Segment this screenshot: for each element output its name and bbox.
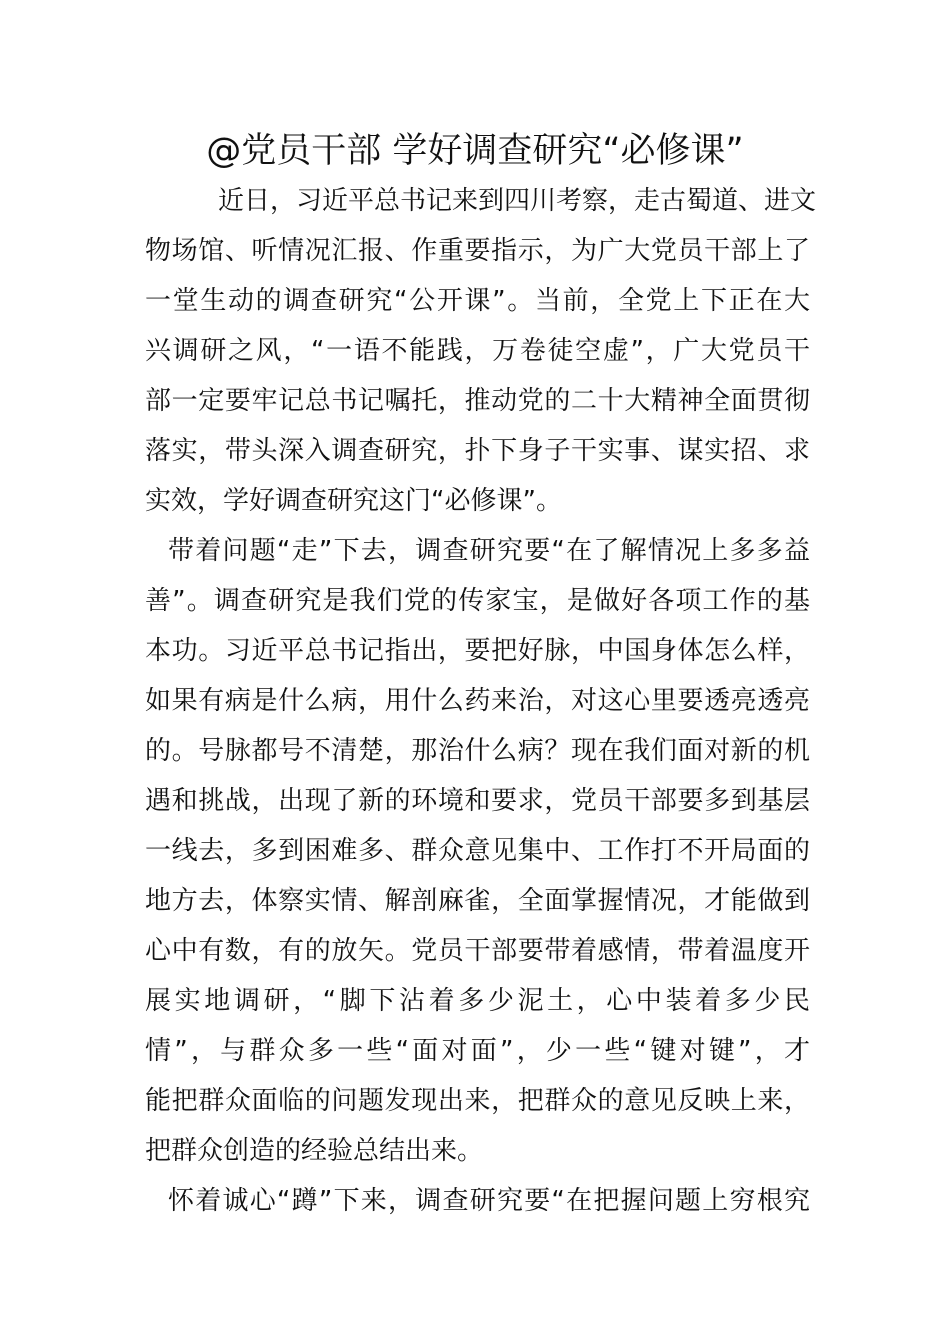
paragraph-1-line-1: 近日，习近平总书记来到四川考察，走古蜀道、进文 [218,186,817,216]
paragraph-1-line-7: 实效，学好调查研究这门“必修课”。 [145,486,562,516]
paragraph-2-line-13: 把群众创造的经验总结出来。 [145,1136,484,1166]
paragraph-1-line-3: 一堂生动的调查研究“公开课”。当前，全党上下正在大 [145,286,810,316]
paragraph-1-line-5: 部一定要牢记总书记嘱托，推动党的二十大精神全面贯彻 [145,386,810,416]
paragraph-2-line-1: 带着问题“走”下去，调查研究要“在了解情况上多多益 [168,536,810,566]
paragraph-2-line-11: 情”，与群众多一些“面对面”，少一些“键对键”，才 [145,1036,810,1066]
paragraph-1-line-2: 物场馆、听情况汇报、作重要指示，为广大党员干部上了 [145,236,810,266]
paragraph-2-line-6: 遇和挑战，出现了新的环境和要求，党员干部要多到基层 [145,786,810,816]
document-title: @党员干部 学好调查研究“必修课” [206,131,744,171]
paragraph-2-line-10: 展实地调研，“脚下沾着多少泥土，心中装着多少民 [145,986,810,1016]
paragraph-2-line-3: 本功。习近平总书记指出，要把好脉，中国身体怎么样， [145,636,810,666]
paragraph-2-line-7: 一线去，多到困难多、群众意见集中、工作打不开局面的 [145,836,810,866]
paragraph-2-line-9: 心中有数，有的放矢。党员干部要带着感情，带着温度开 [145,936,810,966]
paragraph-2-line-8: 地方去，体察实情、解剖麻雀，全面掌握情况，才能做到 [145,886,810,916]
paragraph-2-line-4: 如果有病是什么病，用什么药来治，对这心里要透亮透亮 [145,686,810,716]
paragraph-2-line-5: 的。号脉都号不清楚，那治什么病？现在我们面对新的机 [145,736,810,766]
paragraph-3-line-1: 怀着诚心“蹲”下来，调查研究要“在把握问题上穷根究 [168,1186,810,1216]
paragraph-2-line-12: 能把群众面临的问题发现出来，把群众的意见反映上来， [145,1086,810,1116]
paragraph-2-line-2: 善”。调查研究是我们党的传家宝，是做好各项工作的基 [145,586,810,616]
paragraph-1-line-4: 兴调研之风，“一语不能践，万卷徒空虚”，广大党员干 [145,336,810,366]
paragraph-1-line-6: 落实，带头深入调查研究，扑下身子干实事、谋实招、求 [145,436,810,466]
